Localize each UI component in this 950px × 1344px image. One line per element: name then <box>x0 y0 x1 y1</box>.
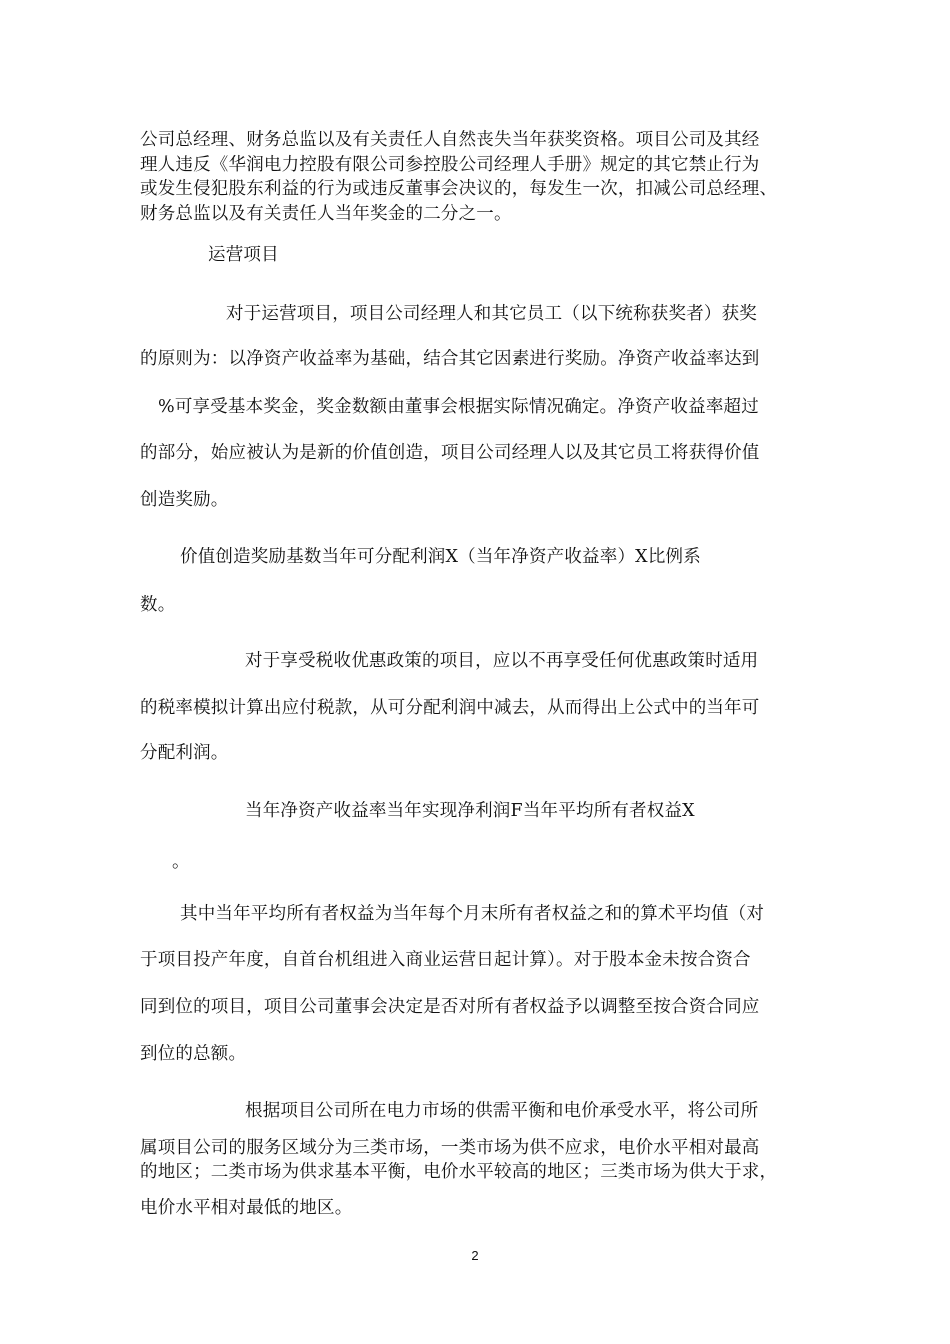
formula-line: 当年净资产收益率当年实现净利润F当年平均所有者权益X <box>245 801 695 821</box>
section-heading: 运营项目 <box>208 245 279 265</box>
text-line: 创造奖励。 <box>140 490 229 510</box>
text-line: 公司总经理、财务总监以及有关责任人自然丧失当年获奖资格。项目公司及其经 <box>140 130 760 150</box>
text-line: 对于运营项目，项目公司经理人和其它员工（以下统称获奖者）获奖 <box>226 304 757 324</box>
text-line: 其中当年平均所有者权益为当年每个月末所有者权益之和的算术平均值（对 <box>180 904 765 924</box>
text-line: 财务总监以及有关责任人当年奖金的二分之一。 <box>140 204 512 224</box>
text-line: 理人违反《华润电力控股有限公司参控股公司经理人手册》规定的其它禁止行为 <box>140 155 760 175</box>
text-line: %可享受基本奖金，奖金数额由董事会根据实际情况确定。净资产收益率超过 <box>158 397 759 417</box>
text-line: 电价水平相对最低的地区。 <box>140 1198 353 1218</box>
text-line: 属项目公司的服务区域分为三类市场，一类市场为供不应求，电价水平相对最高 <box>140 1138 760 1158</box>
page-number: 2 <box>471 1248 479 1263</box>
text-line: 或发生侵犯股东利益的行为或违反董事会决议的，每发生一次，扣减公司总经理、 <box>140 179 778 199</box>
text-line: 同到位的项目，项目公司董事会决定是否对所有者权益予以调整至按合资合同应 <box>140 997 760 1017</box>
text-line: 数。 <box>140 595 176 615</box>
text-line: 分配利润。 <box>140 743 229 763</box>
text-line: 的地区；二类市场为供求基本平衡，电价水平较高的地区；三类市场为供大于求， <box>140 1162 778 1182</box>
text-line: 于项目投产年度，自首台机组进入商业运营日起计算）。对于股本金未按合资合 <box>140 950 751 970</box>
text-line: 到位的总额。 <box>140 1044 247 1064</box>
text-line: 的部分，始应被认为是新的价值创造，项目公司经理人以及其它员工将获得价值 <box>140 443 760 463</box>
text-line: 的原则为：以净资产收益率为基础，结合其它因素进行奖励。净资产收益率达到 <box>140 349 760 369</box>
text-line: 。 <box>172 852 190 872</box>
text-line: 价值创造奖励基数当年可分配利润X（当年净资产收益率）X比例系 <box>180 547 701 567</box>
text-line: 根据项目公司所在电力市场的供需平衡和电价承受水平，将公司所 <box>245 1101 759 1121</box>
text-line: 对于享受税收优惠政策的项目，应以不再享受任何优惠政策时适用 <box>245 651 759 671</box>
text-line: 的税率模拟计算出应付税款，从可分配利润中减去，从而得出上公式中的当年可 <box>140 698 760 718</box>
